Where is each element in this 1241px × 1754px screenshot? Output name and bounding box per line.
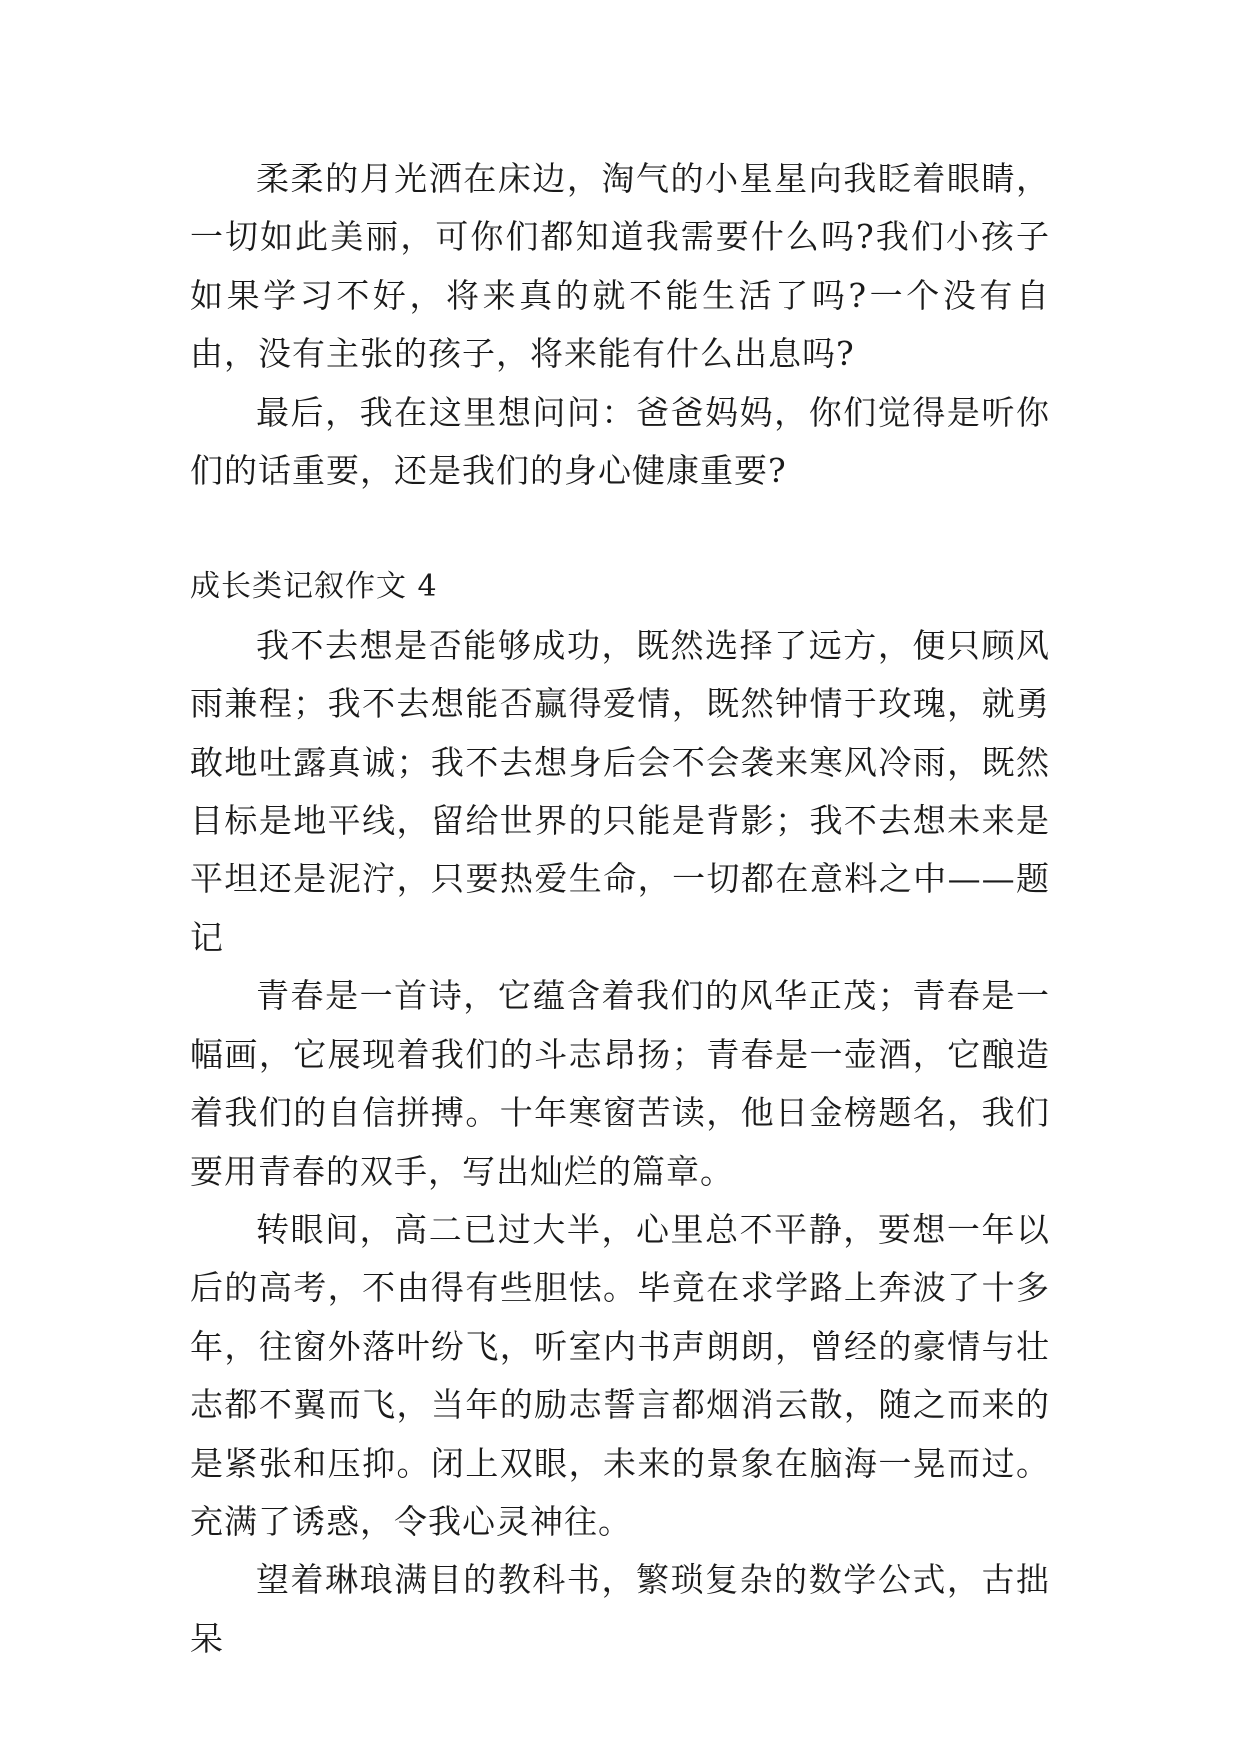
blank-line [190,500,1050,558]
paragraph: 最后，我在这里想问问：爸爸妈妈，你们觉得是听你们的话重要，还是我们的身心健康重要? [190,392,1050,491]
paragraph: 青春是一首诗，它蕴含着我们的风华正茂；青春是一幅画，它展现着我们的斗志昂扬；青春是一壶酒，它酿造着我们的自信拼搏。十年寒窗苦读，他日金榜题名，我们要用青春的双手，写出灿烂的篇章。 [190,976,1050,1191]
paragraph: 我不去想是否能够成功，既然选择了远方，便只顾风雨兼程；我不去想能否赢得爱情，既然钟情于玫瑰，就勇敢地吐露真诚；我不去想身后会不会袭来寒风冷雨，既然目标是地平线，留给世界的只能是背影；我不去想未来是平坦还是泥泞，只要热爱生命，一切都在意料之中——题记 [190,625,1050,957]
section-title: 成长类记叙作文 4 [190,569,438,605]
document-body [190,150,1050,1668]
paragraph: 转眼间，高二已过大半，心里总不平静，要想一年以后的高考，不由得有些胆怯。毕竟在求学路上奔波了十多年，往窗外落叶纷飞，听室内书声朗朗，曾经的豪情与壮志都不翼而飞，当年的励志誓言都烟消云散，随之而来的是紧张和压抑。闭上双眼，未来的景象在脑海一晃而过。充满了诱惑，令我心灵神往。 [190,1209,1050,1541]
paragraph: 望着琳琅满目的教科书，繁琐复杂的数学公式，古拙呆 [190,1560,1050,1658]
paragraph: 柔柔的月光洒在床边，淘气的小星星向我眨着眼睛，一切如此美丽，可你们都知道我需要什么吗?我们小孩子如果学习不好，将来真的就不能生活了吗?一个没有自由，没有主张的孩子，将来能有什么出息吗? [190,159,1050,374]
